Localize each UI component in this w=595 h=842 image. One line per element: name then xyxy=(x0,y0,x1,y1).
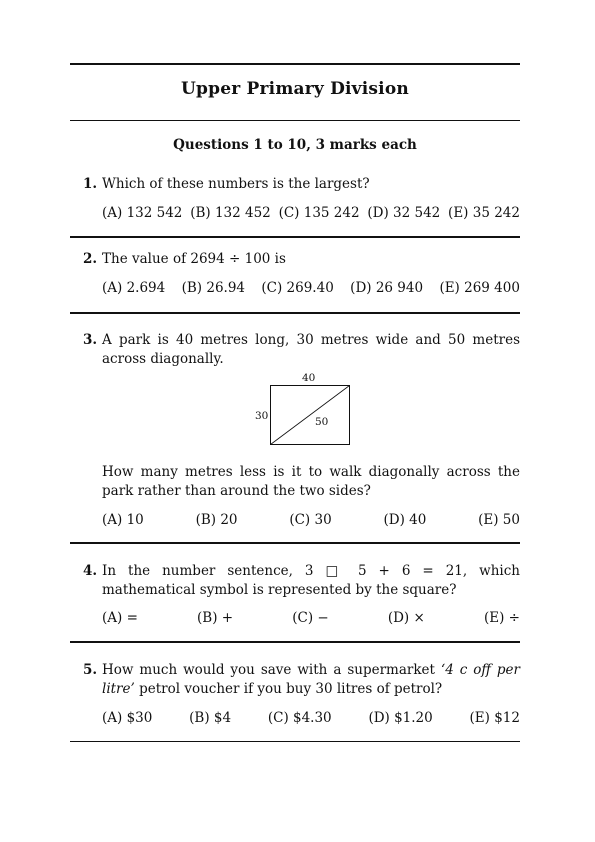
top-rule xyxy=(70,63,520,65)
option-a: (A) 2.694 xyxy=(102,280,166,296)
option-c: (C) − xyxy=(292,610,329,626)
option-a: (A) $30 xyxy=(102,710,153,726)
option-b: (B) 132 452 xyxy=(190,205,271,221)
option-a: (A) 10 xyxy=(102,512,144,528)
bottom-rule xyxy=(70,741,520,742)
option-e: (E) ÷ xyxy=(483,610,520,626)
option-d: (D) $1.20 xyxy=(368,710,433,726)
voucher-quote: ‘4 c off per litre’ xyxy=(102,662,521,697)
option-c: (C) 135 242 xyxy=(278,205,360,221)
question-text: Which of these numbers is the largest? xyxy=(102,176,370,192)
diagonal-label: 50 xyxy=(315,416,329,428)
option-d: (D) 40 xyxy=(383,512,427,528)
question-divider xyxy=(70,312,520,314)
option-d: (D) 26 940 xyxy=(350,280,424,296)
width-label: 30 xyxy=(255,410,269,422)
answer-options xyxy=(102,709,520,728)
option-c: (C) $4.30 xyxy=(267,710,332,726)
question-text-end: petrol voucher if you buy 30 litres of petrol? xyxy=(134,680,443,697)
question-text: A park is 40 metres long, 30 metres wide and 50 metres across diagonally. xyxy=(102,332,520,367)
question-text: The value of 2694 ÷ 100 is xyxy=(102,251,286,267)
option-a: (A) = xyxy=(102,610,138,626)
question-text: How many metres less is it to walk diagonally across the park rather than around the two sides? xyxy=(102,464,520,499)
question-number: 2. xyxy=(83,251,98,267)
option-b: (B) 26.94 xyxy=(181,280,246,296)
answer-options xyxy=(102,204,520,223)
question-number: 3. xyxy=(83,332,98,348)
question-number: 4. xyxy=(83,563,98,579)
question-divider xyxy=(70,641,520,643)
answer-options xyxy=(102,511,520,530)
option-b: (B) + xyxy=(197,610,234,626)
title-rule xyxy=(70,120,520,121)
park-diagonal xyxy=(271,386,350,445)
question-text: In the number sentence, 3 □ 5 + 6 = 21, which mathematical symbol is represented by the square? xyxy=(102,563,520,598)
question-divider xyxy=(70,542,520,544)
question-text-start: How much would you save with a supermarket xyxy=(102,662,441,678)
option-b: (B) $4 xyxy=(189,710,232,726)
question-text xyxy=(102,661,520,698)
park-diagram xyxy=(250,372,370,465)
question-number: 1. xyxy=(83,176,98,192)
option-d: (D) × xyxy=(387,610,425,626)
exam-page xyxy=(70,0,520,842)
option-c: (C) 269.40 xyxy=(261,280,334,296)
section-heading: Questions 1 to 10, 3 marks each xyxy=(173,137,417,153)
option-e: (E) 50 xyxy=(478,512,520,528)
question-number: 5. xyxy=(83,662,98,678)
option-b: (B) 20 xyxy=(195,512,238,528)
option-e: (E) 35 242 xyxy=(448,205,520,221)
question-divider xyxy=(70,236,520,238)
answer-options xyxy=(102,609,520,628)
answer-options xyxy=(102,279,520,298)
option-a: (A) 132 542 xyxy=(102,205,183,221)
option-e: (E) 269 400 xyxy=(439,280,520,296)
division-title: Upper Primary Division xyxy=(181,79,409,99)
length-label: 40 xyxy=(302,372,316,384)
option-e: (E) $12 xyxy=(469,710,520,726)
option-d: (D) 32 542 xyxy=(367,205,441,221)
park-rectangle xyxy=(270,385,350,445)
option-c: (C) 30 xyxy=(289,512,332,528)
